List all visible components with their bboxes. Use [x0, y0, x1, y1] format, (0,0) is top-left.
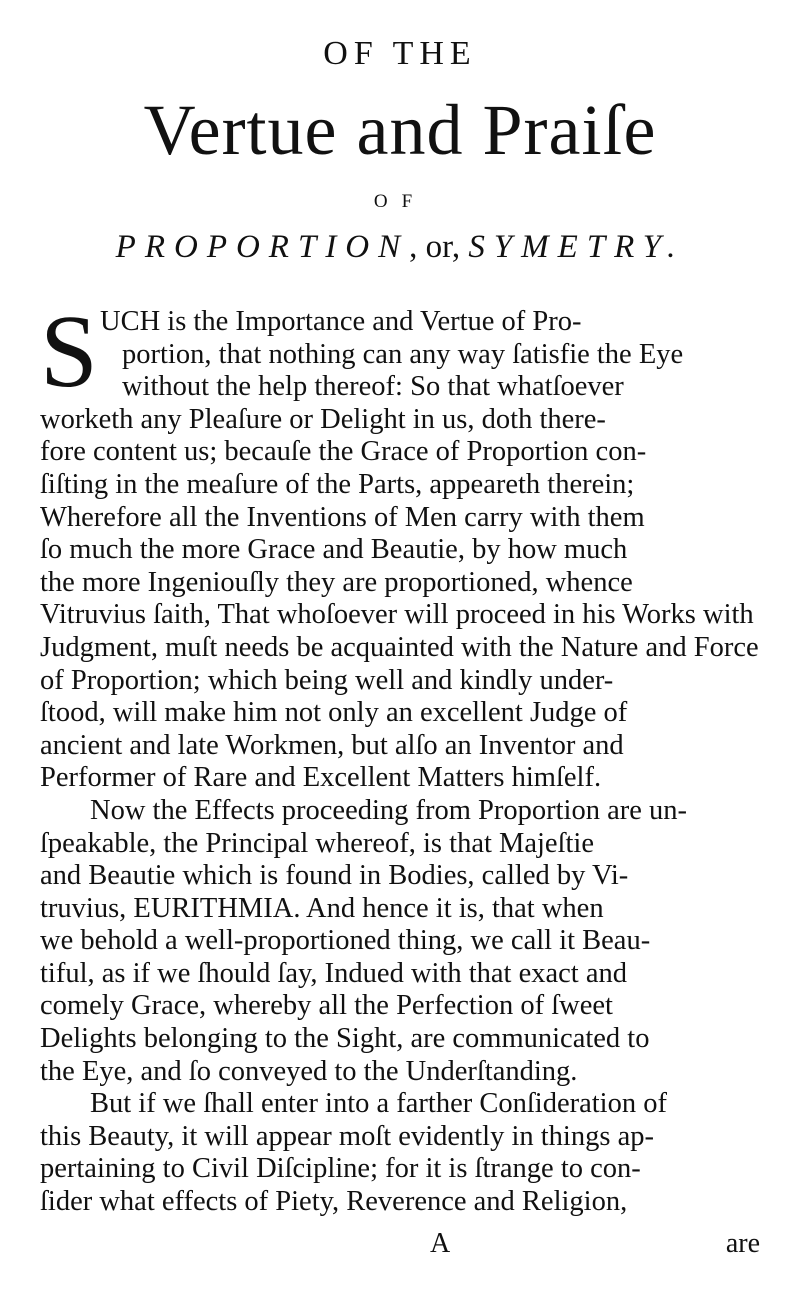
heading-title: Vertue and Praiſe — [143, 90, 657, 170]
text-line: the Eye, and ſo conveyed to the Underſtanding. — [40, 1055, 578, 1087]
page-footer — [0, 1224, 800, 1264]
text-line: and Beautie which is found in Bodies, called by Vi- — [40, 860, 629, 892]
text-line: truvius, EURITHMIA. And hence it is, that when — [40, 892, 604, 924]
text-line: Judgment, muſt needs be acquainted with the Nature and Force — [40, 631, 759, 663]
signature-mark: A — [430, 1228, 451, 1259]
drop-capital: S — [40, 294, 98, 409]
text-line: of Proportion; which being well and kindly under- — [40, 664, 614, 696]
text-line: ſtood, will make him not only an excellent Judge of — [40, 697, 628, 729]
text-line: But if we ſhall enter into a farther Conſideration of — [90, 1088, 667, 1120]
body-text — [40, 294, 770, 1219]
heading-subtitle — [0, 226, 800, 268]
text-line: ancient and late Workmen, but alſo an Inventor and — [40, 729, 624, 761]
text-line: comely Grace, whereby all the Perfection of ſweet — [40, 990, 613, 1022]
heading-or: , or, — [409, 229, 469, 265]
text-line: ſo much the more Grace and Beautie, by how much — [40, 534, 628, 566]
text-line: ſider what effects of Piety, Reverence and Religion, — [40, 1186, 628, 1218]
text-line: the more Ingeniouſly they are proportioned, whence — [40, 566, 633, 598]
text-line: Wherefore all the Inventions of Men carry with them — [40, 501, 645, 533]
text-line: Performer of Rare and Excellent Matters himſelf. — [40, 762, 602, 794]
heading-proportion: PROPORTION — [115, 229, 410, 265]
text-line: without the help thereof: So that whatſoever — [122, 371, 624, 403]
text-line: Vitruvius ſaith, That whoſoever will proceed in his Works with — [40, 599, 754, 631]
text-line: UCH is the Importance and Vertue of Pro- — [100, 306, 582, 337]
text-line: Now the Effects proceeding from Proportion are un- — [90, 794, 687, 826]
text-line: tiful, as if we ſhould ſay, Indued with that exact and — [40, 957, 627, 989]
text-line: pertaining to Civil Diſcipline; for it is ſtrange to con- — [40, 1153, 641, 1185]
text-line: we behold a well-proportioned thing, we call it Beau- — [40, 925, 651, 957]
text-line: Delights belonging to the Sight, are communicated to — [40, 1023, 650, 1055]
text-line: ſpeakable, the Principal whereof, is that Majeſtie — [40, 827, 594, 859]
catchword: are — [725, 1228, 760, 1259]
text-line: worketh any Pleaſure or Delight in us, doth there- — [40, 403, 606, 435]
text-line: ſiſting in the meaſure of the Parts, appeareth therein; — [40, 468, 635, 500]
text-line: fore content us; becauſe the Grace of Proportion con- — [40, 436, 647, 468]
heading-of: OF — [373, 191, 427, 212]
text-line: this Beauty, it will appear moſt evidently in things ap- — [40, 1120, 654, 1152]
text-line: portion, that nothing can any way ſatisfie the Eye — [122, 338, 684, 370]
heading-symetry: SYMETRY. — [468, 229, 685, 265]
heading-of-the: OF THE — [323, 35, 477, 72]
